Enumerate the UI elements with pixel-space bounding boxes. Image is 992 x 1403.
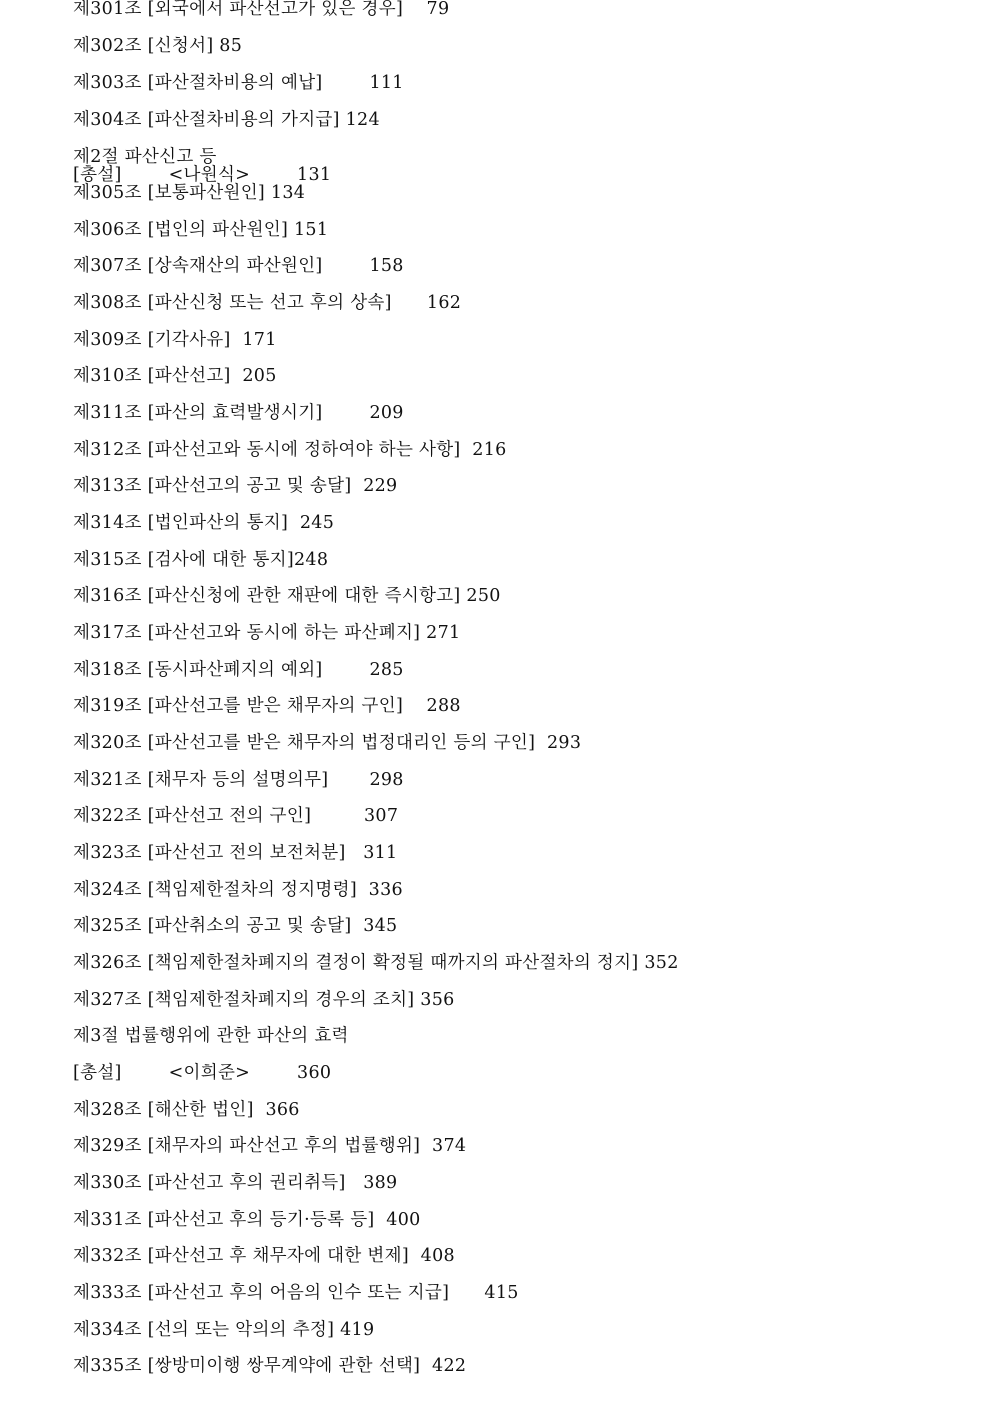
toc-entry: 제312조 [파산선고와 동시에 정하여야 하는 사항] 216 [73,440,507,460]
toc-entry: 제307조 [상속재산의 파산원인] 158 [73,256,404,276]
toc-entry: 제308조 [파산신청 또는 선고 후의 상속] 162 [73,293,462,313]
toc-overview-entry: [총설] <나원식> 131 [73,165,332,185]
toc-entry: 제323조 [파산선고 전의 보전처분] 311 [73,843,398,863]
toc-entry: 제327조 [책임제한절차폐지의 경우의 조치] 356 [73,990,455,1010]
toc-entry: 제330조 [파산선고 후의 권리취득] 389 [73,1173,398,1193]
toc-entry: 제332조 [파산선고 후 채무자에 대한 변제] 408 [73,1246,455,1266]
toc-overview-entry: [총설] <이희준> 360 [73,1063,332,1083]
toc-entry: 제329조 [채무자의 파산선고 후의 법률행위] 374 [73,1136,467,1156]
toc-entry: 제320조 [파산선고를 받은 채무자의 법정대리인 등의 구인] 293 [73,733,582,753]
toc-entry: 제316조 [파산신청에 관한 재판에 대한 즉시항고] 250 [73,586,501,606]
toc-entry: 제331조 [파산선고 후의 등기·등록 등] 400 [73,1210,421,1230]
toc-section-heading: 제2절 파산신고 등 [73,147,217,167]
toc-entry: 제309조 [기각사유] 171 [73,330,277,350]
toc-entry: 제310조 [파산선고] 205 [73,366,277,386]
toc-entry: 제326조 [책임제한절차폐지의 결정이 확정될 때까지의 파산절차의 정지] 352 [73,953,679,973]
toc-entry: 제313조 [파산선고의 공고 및 송달] 229 [73,476,398,496]
toc-entry: 제321조 [채무자 등의 설명의무] 298 [73,770,404,790]
toc-entry: 제319조 [파산선고를 받은 채무자의 구인] 288 [73,696,461,716]
toc-entry: 제311조 [파산의 효력발생시기] 209 [73,403,404,423]
toc-entry: 제314조 [법인파산의 통지] 245 [73,513,335,533]
toc-entry: 제305조 [보통파산원인] 134 [73,183,306,203]
toc-entry: 제328조 [해산한 법인] 366 [73,1100,300,1120]
toc-entry: 제324조 [책임제한절차의 정지명령] 336 [73,880,403,900]
toc-entry: 제318조 [동시파산폐지의 예외] 285 [73,660,404,680]
toc-entry: 제306조 [법인의 파산원인] 151 [73,220,329,240]
toc-entry: 제334조 [선의 또는 악의의 추정] 419 [73,1320,375,1340]
toc-section-heading: 제3절 법률행위에 관한 파산의 효력 [73,1026,349,1046]
toc-entry: 제301조 [외국에서 파산선고가 있은 경우] 79 [73,0,450,19]
toc-entry: 제302조 [신청서] 85 [73,36,243,56]
toc-entry: 제304조 [파산절차비용의 가지급] 124 [73,110,380,130]
toc-entry: 제335조 [쌍방미이행 쌍무계약에 관한 선택] 422 [73,1356,467,1376]
toc-entry: 제325조 [파산취소의 공고 및 송달] 345 [73,916,398,936]
toc-entry: 제303조 [파산절차비용의 예납] 111 [73,73,404,93]
toc-entry: 제315조 [검사에 대한 통지]248 [73,550,329,570]
toc-entry: 제322조 [파산선고 전의 구인] 307 [73,806,399,826]
toc-entry: 제333조 [파산선고 후의 어음의 인수 또는 지급] 415 [73,1283,519,1303]
toc-entry: 제317조 [파산선고와 동시에 하는 파산폐지] 271 [73,623,461,643]
